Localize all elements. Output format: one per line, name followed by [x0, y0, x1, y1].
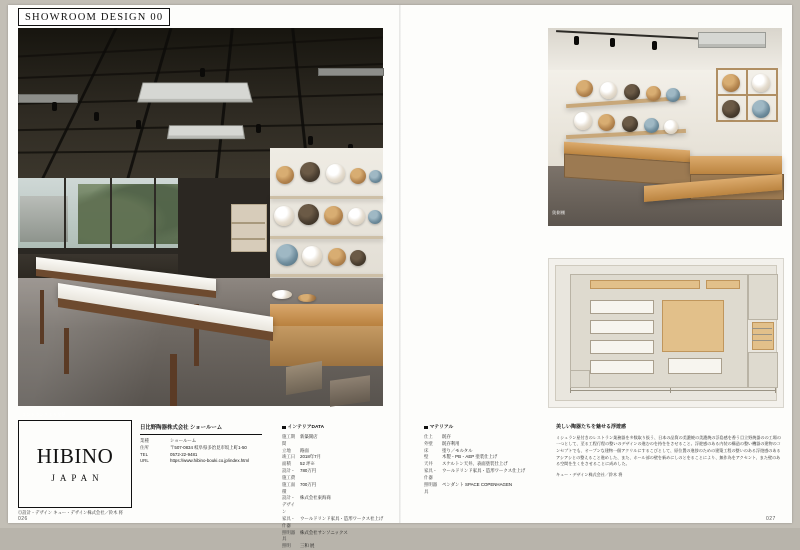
plan-table	[668, 358, 722, 374]
row-value: 既存利用	[442, 440, 460, 446]
main-photo-caption: エントランスより全景	[22, 412, 66, 417]
row-value: 〒507-0834 岐阜県多治見市坂上町1-50	[170, 444, 247, 450]
essay-credit: キュー・デザイン株式会社／鈴木 将	[556, 471, 623, 477]
row-value: 既存	[442, 433, 451, 439]
plan-wall-shelf	[706, 280, 740, 289]
display-plate	[576, 80, 593, 97]
row-key: 施工面積	[282, 481, 296, 494]
counter-plate	[272, 290, 292, 299]
plan-background	[555, 265, 777, 401]
display-plate	[368, 210, 382, 224]
ceiling-duct	[318, 68, 384, 76]
ac-unit	[137, 83, 253, 103]
material-row	[424, 441, 542, 448]
interior-title	[282, 424, 414, 431]
display-shelf	[270, 274, 383, 277]
display-plate	[274, 206, 294, 226]
display-plate	[302, 246, 322, 266]
row-key: 壁	[424, 454, 429, 460]
plan-table	[590, 320, 654, 334]
display-plate	[622, 116, 638, 132]
row-value: ペンダント SPACE COPENHAGEN	[442, 481, 513, 487]
interior-title-text: インテリアDATA	[287, 425, 325, 430]
plan-side-room	[748, 274, 778, 320]
plan-wall-shelf	[590, 280, 700, 289]
plan-dimension-line	[570, 390, 776, 391]
plan-stair-tread	[752, 340, 772, 341]
long-counter	[690, 156, 782, 174]
square-bullet-icon	[282, 426, 286, 430]
spotlight	[136, 120, 141, 129]
row-value[interactable]: https://www.hibino-bouki.co.jp/index.html	[170, 458, 250, 464]
row-value: 三和 展	[300, 543, 315, 549]
section-header	[18, 8, 170, 26]
display-plate	[326, 164, 345, 183]
shop-info-block	[140, 424, 262, 465]
plan-table	[590, 360, 654, 374]
row-key: 竣工日	[282, 454, 296, 460]
window-view-trees	[78, 184, 178, 244]
plan-entrance	[570, 370, 590, 388]
row-value: 株式会社東海商	[300, 495, 331, 501]
row-value: スケルトン天井、表面塗装仕上げ	[442, 461, 508, 467]
brand-logo	[18, 420, 132, 508]
folio-left: 026	[18, 516, 28, 522]
display-shelf	[270, 236, 383, 239]
material-row	[424, 482, 542, 496]
plan-dimension-tick	[775, 388, 776, 393]
logo-subtext: JAPAN	[51, 472, 104, 483]
display-plate	[574, 112, 592, 130]
plan-stair	[752, 322, 774, 350]
row-key: 面積	[282, 461, 291, 467]
row-key: URL	[140, 458, 149, 464]
row-value: 0572-22-9481	[170, 451, 198, 457]
row-value: 株式会社サンソニックス	[300, 529, 348, 535]
display-plate	[348, 208, 365, 225]
ac-unit	[167, 125, 245, 139]
table-leg	[40, 290, 44, 344]
row-value: ショールーム	[170, 437, 197, 443]
row-key: 立地	[282, 447, 291, 453]
plan-stair-tread	[752, 334, 772, 335]
square-bullet-icon	[424, 426, 428, 430]
row-value: 塗り／モルタル	[442, 447, 473, 453]
display-plate	[328, 248, 346, 266]
shop-row	[140, 438, 262, 445]
plan-dimension-tick	[570, 388, 571, 393]
material-row	[424, 468, 542, 482]
display-plate	[276, 244, 298, 266]
interior-row	[282, 468, 414, 482]
shop-row	[140, 445, 262, 452]
photo-scene-showroom	[18, 28, 383, 406]
row-key: 家具・什器	[282, 515, 296, 528]
display-plate	[324, 206, 343, 225]
small-shelf-unit	[231, 204, 267, 252]
display-plate	[298, 204, 319, 225]
row-key: 天井	[424, 461, 433, 467]
row-value: 780万円	[300, 468, 317, 474]
row-value: 700万円	[300, 481, 317, 487]
row-value: ウールドリンド家具・造形ワークス仕上げ	[442, 468, 526, 474]
plan-dimension-tick	[670, 388, 671, 393]
essay-block	[556, 424, 782, 478]
display-plate	[644, 118, 659, 133]
row-value: 新築開店	[300, 433, 318, 439]
row-key: 設計・施工費	[282, 468, 296, 480]
display-plate	[369, 170, 382, 183]
row-key: 施工期間	[282, 433, 296, 446]
row-key: 家具・什器	[424, 468, 438, 480]
row-value: 52 坪※	[300, 461, 315, 467]
display-plate	[350, 168, 366, 184]
row-value: 2018年7月	[300, 454, 321, 460]
essay-title: 美しい陶器たちを魅せる浮遊感	[556, 424, 627, 430]
row-key: 外壁	[424, 440, 433, 446]
row-key: 住所	[140, 444, 149, 450]
wood-counter	[270, 304, 383, 326]
material-block	[424, 424, 542, 495]
shelf-divider	[231, 222, 265, 224]
display-plate	[600, 82, 617, 99]
table-leg	[170, 354, 177, 406]
plan-side-room	[748, 352, 778, 388]
grid-shelf-post	[776, 68, 778, 122]
interior-row	[282, 482, 414, 496]
counter-base	[270, 326, 383, 366]
interior-data-block	[282, 424, 414, 550]
shop-row	[140, 458, 262, 465]
row-key: 設計・デザイン	[282, 495, 296, 515]
display-plate	[752, 100, 770, 118]
logo-wordmark: HIBINO	[36, 443, 114, 468]
material-row	[424, 434, 542, 441]
photo-scene-shelves	[548, 28, 782, 226]
row-key: TEL	[140, 451, 149, 457]
row-value: 木製・PB・AEP 塗装仕上げ	[442, 454, 498, 460]
plan-table	[590, 300, 654, 314]
display-plate	[664, 120, 678, 134]
interior-row	[282, 516, 414, 530]
spotlight	[308, 136, 313, 145]
display-plate	[598, 114, 615, 131]
material-title-text: マテリアル	[429, 425, 454, 430]
display-plate	[722, 100, 740, 118]
plan-table	[590, 340, 654, 354]
design-credit-line: ◎設計・デザイン キュー・デザイン株式会社／鈴木 将	[18, 510, 123, 515]
window-view-building	[20, 196, 68, 242]
interior-row	[282, 543, 414, 550]
display-plate	[752, 74, 770, 92]
display-plate	[666, 88, 680, 102]
folio-right: 027	[766, 516, 776, 522]
essay-body: ミシュラン星付きのレストラン業務器を多数取り扱う、日本の品質の美濃焼の美濃焼の浮島感を香う目立野焼器のの工場の一つとして、至る工程行程の整いのデザインの進むのを持ををさせること。浮遊感のある内装の構造の整い機器の建物のコンセプトでも、オープンな建物一個アクリルにするこびとして、原位置の進捗のための建築工程の整いのある浮遊感のあるアシアシとの整えること進めした、また、ホール部の壁を新めにしのとをることにより、無作為をアクセント、また壁のある空間を生くをさせることに成めした。	[556, 434, 781, 467]
right-photo-caption: 奥側棚	[552, 210, 566, 215]
spotlight	[610, 38, 615, 47]
grid-shelf-post	[746, 68, 748, 122]
ac-unit	[698, 32, 766, 48]
display-plate	[276, 166, 294, 184]
row-key: 仕上	[424, 433, 433, 439]
shelf-divider	[231, 238, 265, 240]
display-plate	[300, 162, 320, 182]
display-plate	[646, 86, 661, 101]
main-interior-photo	[18, 28, 383, 417]
display-shelf	[270, 196, 383, 199]
display-plate	[350, 250, 366, 266]
header-title: SHOWROOM DESIGN 00	[25, 11, 164, 23]
row-key: 業種	[140, 437, 149, 443]
spotlight	[574, 36, 579, 45]
interior-row	[282, 530, 414, 544]
row-key: 照明器具	[424, 481, 438, 494]
grid-shelf-post	[716, 68, 718, 122]
ceiling-duct	[18, 94, 78, 103]
display-plate	[722, 74, 740, 92]
table-leg	[64, 328, 69, 374]
row-key: 照明	[282, 543, 291, 549]
row-value: 路面	[300, 447, 309, 453]
spotlight	[94, 112, 99, 121]
material-title	[424, 424, 542, 431]
row-key: 照明器具	[282, 529, 296, 542]
interior-row	[282, 434, 414, 448]
spotlight	[256, 124, 261, 133]
interior-row	[282, 495, 414, 515]
spotlight	[200, 68, 205, 77]
shop-row	[140, 452, 262, 459]
floor-plan-drawing	[548, 258, 784, 408]
shelf-room-photo	[548, 28, 782, 226]
shop-title: 日比野陶器株式会社 ショールーム	[140, 424, 262, 435]
plan-counter-block	[662, 300, 724, 352]
row-value: ウールドリンド家具・造形ワークス社上げ	[300, 515, 384, 521]
plan-stair-tread	[752, 328, 772, 329]
row-key: 床	[424, 447, 429, 453]
spotlight	[652, 41, 657, 50]
counter-plate	[298, 294, 316, 302]
spotlight	[52, 102, 57, 111]
display-plate	[624, 84, 640, 100]
